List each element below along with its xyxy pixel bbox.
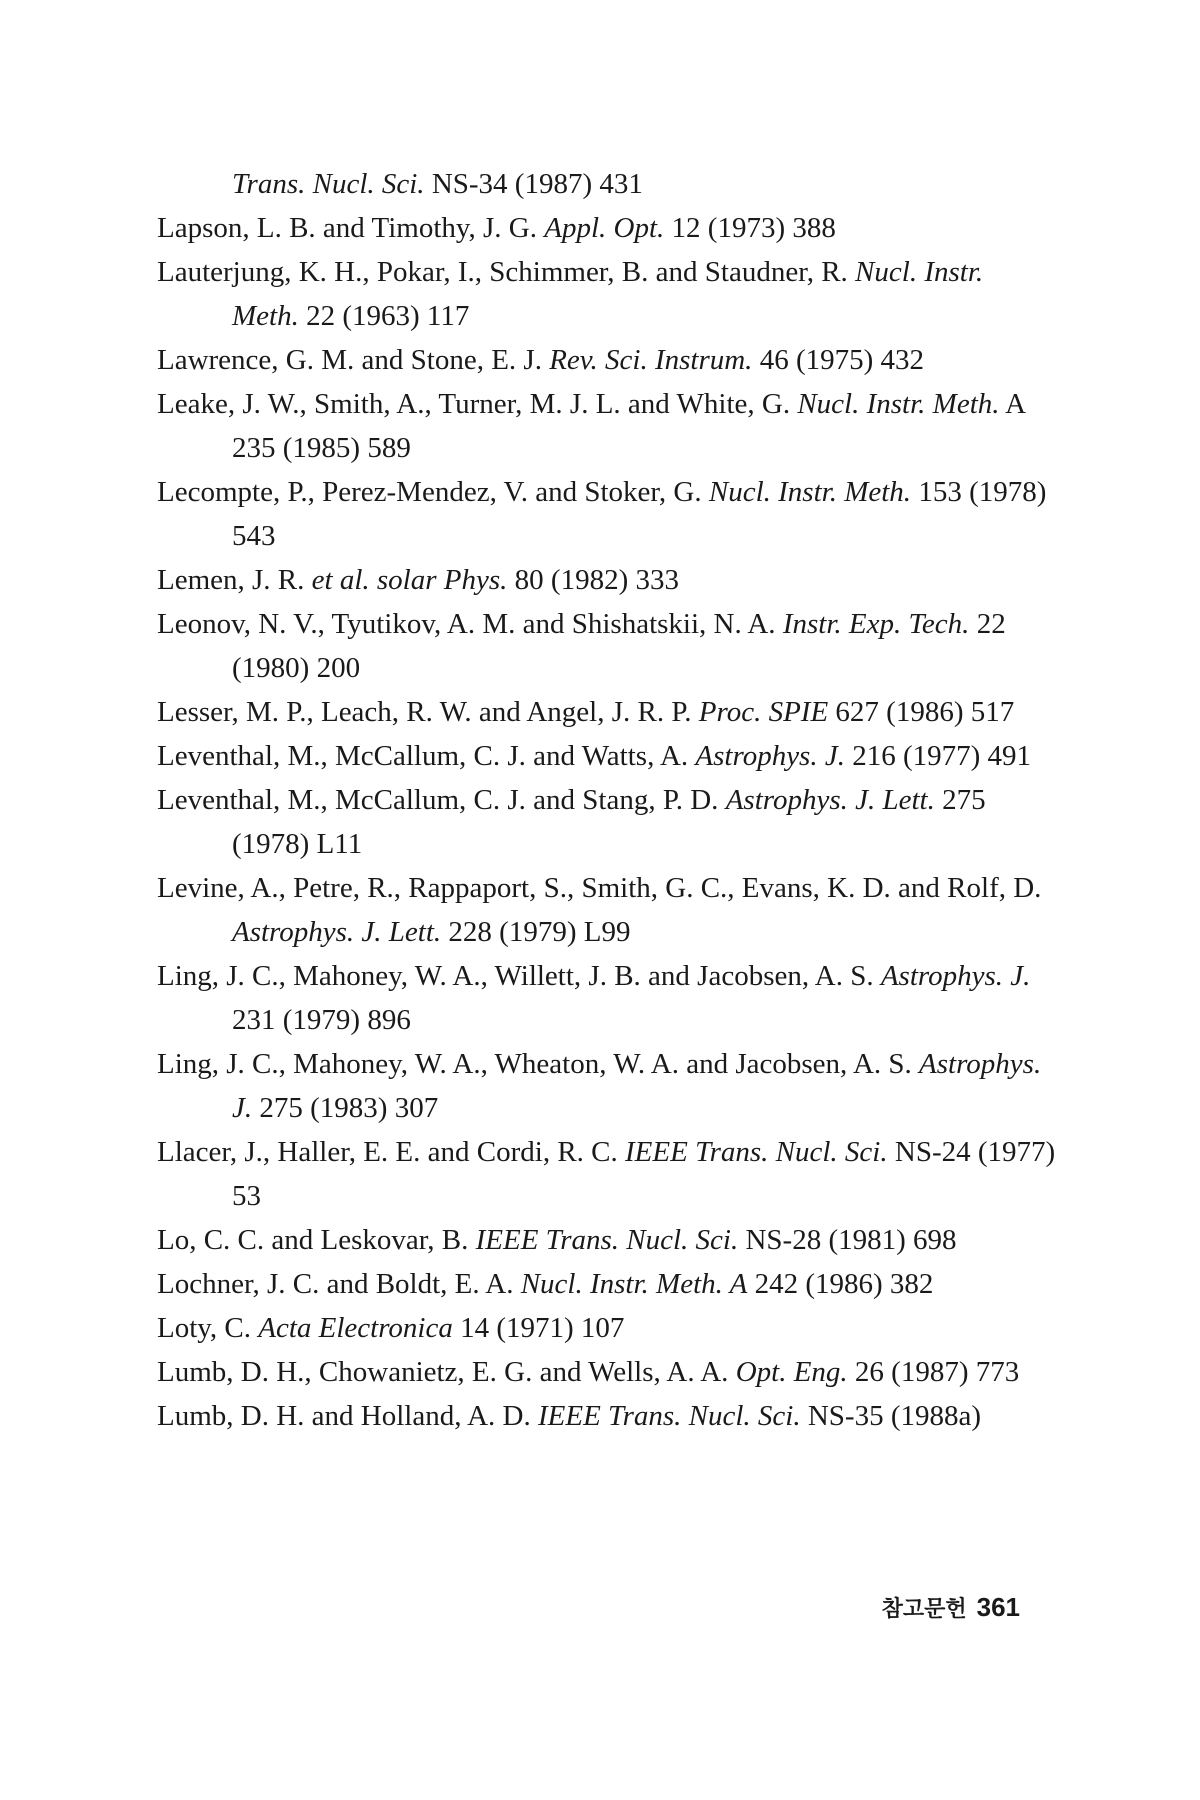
reference-journal: Rev. Sci. Instrum. bbox=[549, 344, 753, 376]
reference-entry bbox=[157, 734, 1057, 778]
reference-text: Lecompte, P., Perez-Mendez, V. and Stoker, G. bbox=[157, 476, 709, 508]
reference-journal: et al. solar Phys. bbox=[311, 564, 508, 596]
reference-text: Ling, J. C., Mahoney, W. A., Willett, J. B. and Jacobsen, A. S. bbox=[157, 960, 881, 992]
reference-list bbox=[157, 162, 1057, 1438]
reference-journal: Trans. Nucl. Sci. bbox=[232, 168, 425, 200]
page-number: 361 bbox=[976, 1592, 1020, 1622]
reference-text: Leventhal, M., McCallum, C. J. and Stang, P. D. bbox=[157, 784, 726, 816]
reference-entry bbox=[157, 162, 1057, 206]
reference-journal: Proc. SPIE bbox=[698, 696, 829, 728]
reference-text: 80 (1982) 333 bbox=[507, 564, 679, 596]
reference-entry bbox=[157, 250, 1057, 338]
reference-text: 46 (1975) 432 bbox=[752, 344, 925, 376]
page-footer bbox=[882, 1592, 1020, 1623]
reference-text: Lapson, L. B. and Timothy, J. G. bbox=[157, 212, 545, 244]
reference-text: NS-28 (1981) 698 bbox=[738, 1224, 957, 1256]
reference-journal: Appl. Opt. bbox=[544, 212, 665, 244]
reference-text: Leake, J. W., Smith, A., Turner, M. J. L. and White, G. bbox=[157, 388, 798, 420]
reference-text: A 235 (1985) 589 bbox=[232, 388, 1025, 464]
reference-text: 231 (1979) 896 bbox=[232, 1004, 411, 1036]
reference-text: NS-24 (1977) 53 bbox=[232, 1136, 1056, 1212]
reference-text: 26 (1987) 773 bbox=[847, 1356, 1020, 1388]
reference-journal: Nucl. Instr. Meth. bbox=[797, 388, 1000, 420]
reference-entry bbox=[157, 382, 1057, 470]
reference-text: Lawrence, G. M. and Stone, E. J. bbox=[157, 344, 550, 376]
reference-entry bbox=[157, 1394, 1057, 1438]
reference-text: Loty, C. bbox=[157, 1312, 259, 1344]
reference-journal: IEEE Trans. Nucl. Sci. bbox=[475, 1224, 739, 1256]
reference-journal: Astrophys. J. bbox=[232, 1048, 1042, 1124]
reference-journal: Nucl. Instr. Meth. bbox=[708, 476, 912, 508]
reference-text: Lochner, J. C. and Boldt, E. A. bbox=[157, 1268, 521, 1300]
reference-journal: Astrophys. J. Lett. bbox=[725, 784, 935, 816]
reference-text: Ling, J. C., Mahoney, W. A., Wheaton, W. A. and Jacobsen, A. S. bbox=[157, 1048, 920, 1080]
reference-text: Lo, C. C. and Leskovar, B. bbox=[157, 1224, 476, 1256]
reference-text: 22 (1980) 200 bbox=[232, 608, 1006, 684]
reference-text: Lemen, J. R. bbox=[157, 564, 312, 596]
reference-text: 627 (1986) 517 bbox=[828, 696, 1015, 728]
reference-text: NS-34 (1987) 431 bbox=[424, 168, 643, 200]
reference-text: Lesser, M. P., Leach, R. W. and Angel, J. R. P. bbox=[157, 696, 699, 728]
reference-entry bbox=[157, 1350, 1057, 1394]
reference-journal: Acta Electronica bbox=[258, 1312, 453, 1344]
reference-text: 242 (1986) 382 bbox=[747, 1268, 934, 1300]
reference-text: Leonov, N. V., Tyutikov, A. M. and Shishatskii, N. A. bbox=[157, 608, 783, 640]
reference-text: 216 (1977) 491 bbox=[844, 740, 1032, 772]
reference-journal: Nucl. Instr. Meth. A bbox=[520, 1268, 748, 1300]
reference-entry bbox=[157, 470, 1057, 558]
reference-entry bbox=[157, 1306, 1057, 1350]
reference-text: NS-35 (1988a) bbox=[800, 1400, 982, 1432]
reference-entry bbox=[157, 206, 1057, 250]
reference-text: Levine, A., Petre, R., Rappaport, S., Smith, G. C., Evans, K. D. and Rolf, D. bbox=[157, 872, 1042, 904]
reference-entry bbox=[157, 558, 1057, 602]
reference-text: 14 (1971) 107 bbox=[452, 1312, 625, 1344]
reference-entry bbox=[157, 778, 1057, 866]
reference-entry bbox=[157, 1130, 1057, 1218]
reference-entry bbox=[157, 1262, 1057, 1306]
reference-entry bbox=[157, 338, 1057, 382]
reference-entry bbox=[157, 954, 1057, 1042]
reference-journal: IEEE Trans. Nucl. Sci. bbox=[538, 1400, 801, 1432]
reference-text: Lumb, D. H., Chowanietz, E. G. and Wells, A. A. bbox=[157, 1356, 736, 1388]
reference-text: Llacer, J., Haller, E. E. and Cordi, R. C. bbox=[157, 1136, 626, 1168]
reference-text: 22 (1963) 117 bbox=[298, 300, 470, 332]
reference-text: 228 (1979) L99 bbox=[441, 916, 631, 948]
reference-journal: IEEE Trans. Nucl. Sci. bbox=[625, 1136, 888, 1168]
reference-entry bbox=[157, 602, 1057, 690]
reference-text: 275 (1983) 307 bbox=[252, 1092, 439, 1124]
reference-journal: Astrophys. J. Lett. bbox=[232, 916, 442, 948]
reference-text: 12 (1973) 388 bbox=[664, 212, 836, 244]
reference-journal: Astrophys. J. bbox=[695, 740, 845, 772]
reference-entry bbox=[157, 1042, 1057, 1130]
reference-entry bbox=[157, 1218, 1057, 1262]
reference-journal: Opt. Eng. bbox=[735, 1356, 848, 1388]
reference-text: 275 (1978) L11 bbox=[232, 784, 986, 860]
reference-journal: Astrophys. J. bbox=[880, 960, 1031, 992]
reference-journal: Instr. Exp. Tech. bbox=[782, 608, 970, 640]
reference-entry bbox=[157, 690, 1057, 734]
reference-entry bbox=[157, 866, 1057, 954]
reference-journal: Nucl. Instr. Meth. bbox=[232, 256, 984, 332]
reference-text: Lauterjung, K. H., Pokar, I., Schimmer, B. and Staudner, R. bbox=[157, 256, 856, 288]
reference-text: Leventhal, M., McCallum, C. J. and Watts, A. bbox=[157, 740, 696, 772]
reference-text: Lumb, D. H. and Holland, A. D. bbox=[157, 1400, 538, 1432]
footer-section-title: 참고문헌 bbox=[881, 1597, 967, 1622]
reference-text: 153 (1978) 543 bbox=[232, 476, 1047, 552]
